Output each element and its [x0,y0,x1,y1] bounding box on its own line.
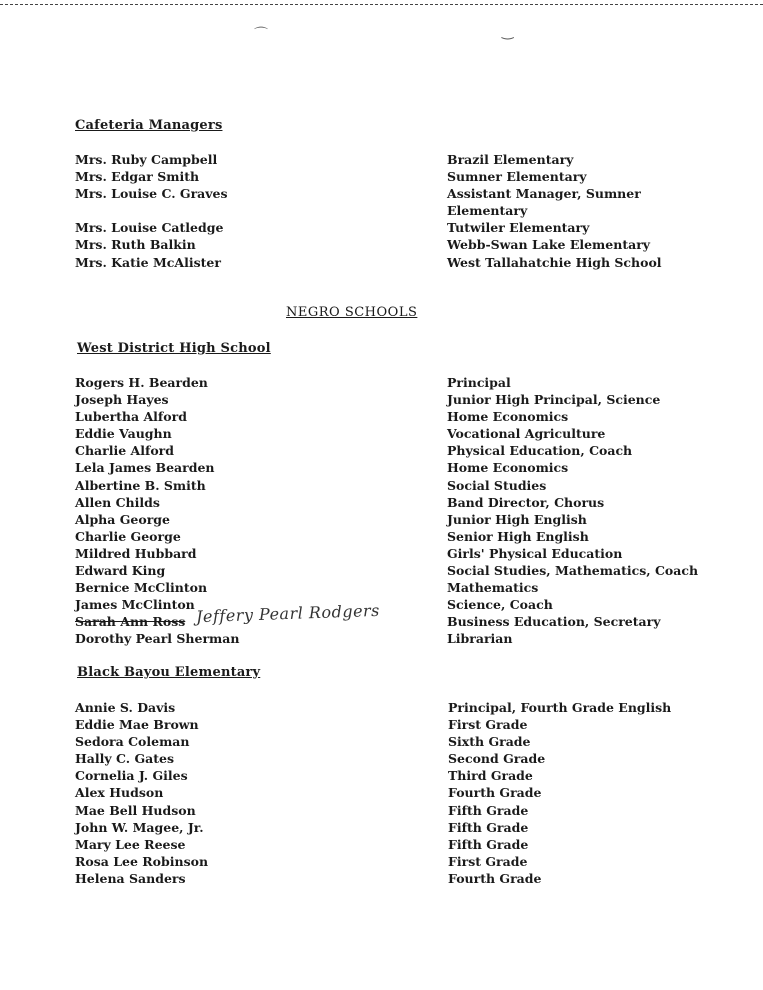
list-item: Edward King [75,563,166,579]
list-item: Albertine B. Smith [75,477,206,493]
list-item: Bernice McClinton [75,580,208,596]
list-item: First Grade [448,717,528,733]
list-item: Social Studies, Mathematics, Coach [447,563,699,579]
list-item: West Tallahatchie High School [447,254,662,270]
section-title: NEGRO SCHOOLS [286,305,418,320]
list-item: Principal [447,375,511,390]
list-item: Third Grade [448,768,533,784]
west-district-heading: West District High School [77,341,271,356]
cafeteria-roles [447,151,662,271]
list-item: Rogers H. Bearden [75,375,208,390]
list-item: Junior High Principal, Science [447,392,661,408]
list-item: Elementary [447,203,528,219]
list-item: Science, Coach [447,597,553,613]
list-item: Fifth Grade [448,836,529,852]
handwritten-correction: Jeffery Pearl Rodgers [195,600,381,627]
list-item: Helena Sanders [75,870,186,886]
list-item: Charlie George [75,528,181,544]
list-item: Charlie Alford [75,443,175,459]
list-item: Webb-Swan Lake Elementary [447,237,651,253]
list-item: Social Studies [447,477,547,493]
list-item: Assistant Manager, Sumner [447,186,641,202]
list-item: Business Education, Secretary [447,614,661,630]
list-item: Librarian [447,631,513,647]
list-item: Annie S. Davis [75,700,176,715]
list-item: Band Director, Chorus [447,494,605,510]
list-item: Physical Education, Coach [447,443,633,459]
list-item: Alpha George [75,511,170,527]
list-item: Home Economics [447,460,569,476]
black-bayou-names [75,699,208,887]
list-item: Principal, Fourth Grade English [448,700,672,715]
list-item: Fifth Grade [448,819,529,835]
list-item: Sedora Coleman [75,734,190,750]
west-district-roles [447,374,698,648]
list-item: Fourth Grade [448,870,542,886]
cafeteria-names [75,151,228,271]
list-item: Mrs. Louise C. Graves [75,186,228,202]
list-item: Mathematics [447,580,539,596]
list-item: Brazil Elementary [447,152,574,167]
list-item: First Grade [448,853,528,869]
scan-mark: ⌒ [254,27,268,43]
list-item: Eddie Mae Brown [75,717,199,733]
list-item: Cornelia J. Giles [75,768,188,784]
list-item: Fourth Grade [448,785,542,801]
list-item: Mildred Hubbard [75,545,197,561]
list-item: Mrs. Ruby Campbell [75,152,218,167]
top-edge-line [0,4,763,5]
list-item: Senior High English [447,528,589,544]
list-item: Girls' Physical Education [447,545,623,561]
list-item: Fifth Grade [448,802,529,818]
list-item: Sixth Grade [448,734,531,750]
list-item: Junior High English [447,511,587,527]
list-item: Allen Childs [75,494,160,510]
list-item: Home Economics [447,409,569,425]
list-item: Alex Hudson [75,785,164,801]
list-item: Eddie Vaughn [75,426,172,442]
list-item: Mrs. Louise Catledge [75,220,224,236]
list-item: Mary Lee Reese [75,836,186,852]
list-item: Mrs. Ruth Balkin [75,237,196,253]
list-item: Mae Bell Hudson [75,802,196,818]
list-item: John W. Magee, Jr. [75,819,204,835]
list-item: Tutwiler Elementary [447,220,590,236]
list-item: Rosa Lee Robinson [75,853,209,869]
list-item: Luberthа Alford [75,409,187,425]
list-item: James McClinton [75,597,195,613]
list-item: Hally C. Gates [75,751,174,767]
struck-name: Sarah Ann Ross [75,614,186,630]
list-item: Lela James Bearden [75,460,215,476]
list-item: Second Grade [448,751,546,767]
list-item: Mrs. Katie McAlister [75,254,221,270]
list-item: Sumner Elementary [447,169,587,185]
list-item: Joseph Hayes [75,392,169,408]
cafeteria-heading: Cafeteria Managers [75,118,223,133]
scan-mark: ‿ [502,24,514,40]
black-bayou-heading: Black Bayou Elementary [77,665,261,680]
black-bayou-roles [448,699,671,887]
list-item: Mrs. Edgar Smith [75,169,200,185]
list-item: Vocational Agriculture [447,426,606,442]
list-item: Dorothy Pearl Sherman [75,631,240,647]
